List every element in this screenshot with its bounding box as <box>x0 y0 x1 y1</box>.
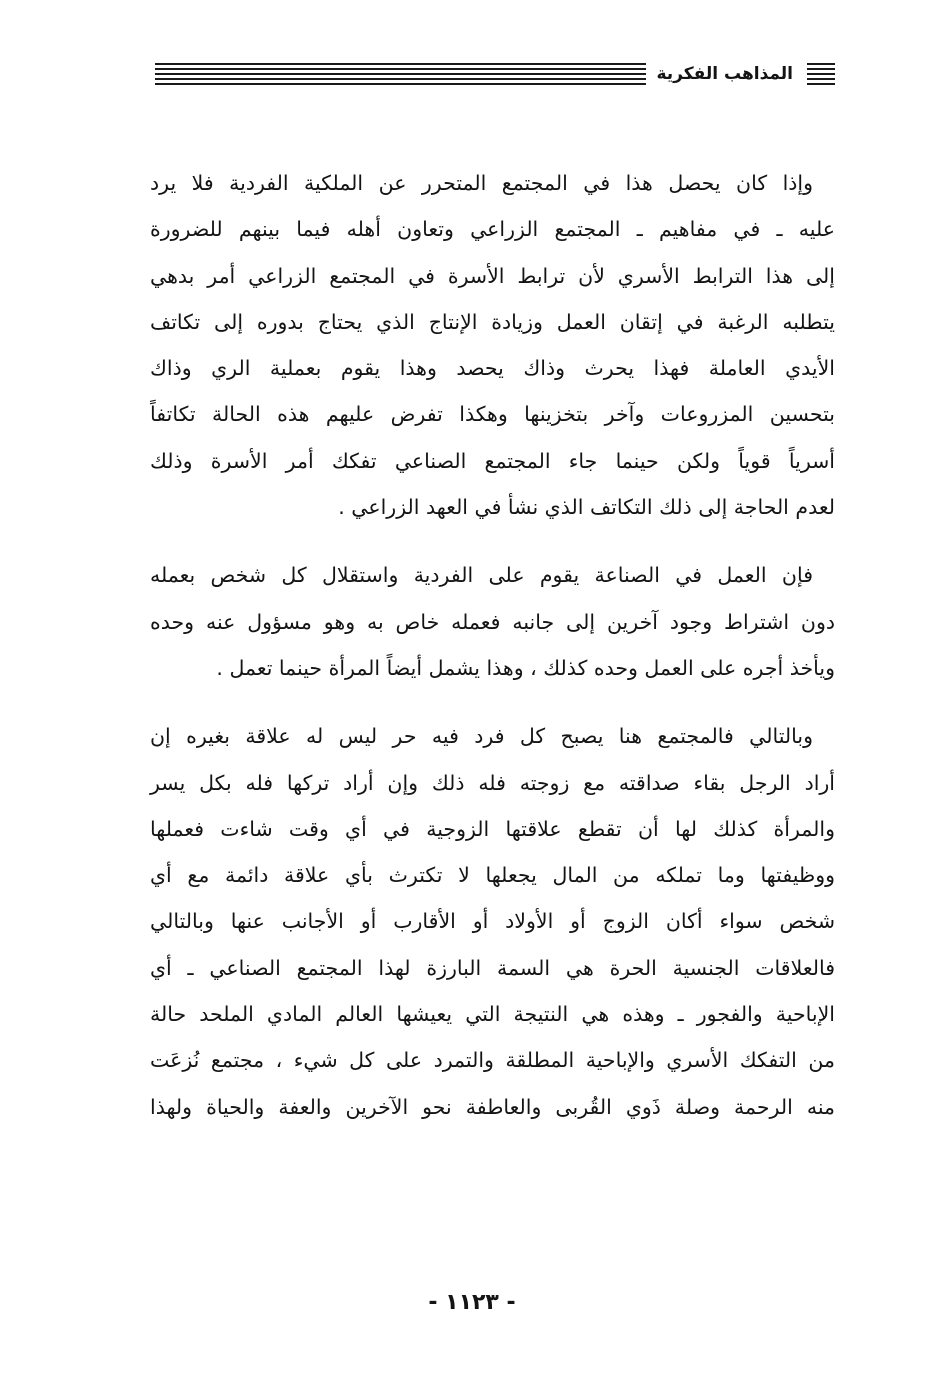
text-line: فإن العمل في الصناعة يقوم على الفردية واستقلال كل شخص بعمله <box>150 563 813 588</box>
text-line: دون اشتراط وجود آخرين إلى جانبه فعمله خاص به وهو مسؤول عنه وحده <box>150 609 835 634</box>
page-number: - ١١٢٣ - <box>428 1290 516 1315</box>
header-ornament <box>807 63 835 85</box>
text-line: ويأخذ أجره على العمل وحده كذلك ، وهذا يشمل أيضاً المرأة حينما تعمل . <box>216 655 835 680</box>
paragraph-2 <box>150 552 835 691</box>
header-rule-lines <box>155 63 646 85</box>
text-line: وبالتالي فالمجتمع هنا يصبح كل فرد فيه حر ليس له علاقة بغيره إن <box>150 724 813 749</box>
text-line: لعدم الحاجة إلى ذلك التكاتف الذي نشأ في العهد الزراعي . <box>338 495 835 520</box>
text-line: أراد الرجل بقاء صداقته مع زوجته فله ذلك وإن أراد تركها فله بكل يسر <box>150 770 835 795</box>
paragraph-3 <box>150 713 835 1130</box>
text-line: الإباحية والفجور ـ وهذه هي النتيجة التي يعيشها العالم المادي الملحد حالة <box>150 1002 835 1027</box>
header-title: المذاهب الفكرية <box>656 63 793 84</box>
paragraph-1 <box>150 160 835 530</box>
text-line: منه الرحمة وصلة ذَوي القُربى والعاطفة نحو الآخرين والعفة والحياة ولهذا <box>150 1094 835 1119</box>
text-line: ووظيفتها وما تملكه من المال يجعلها لا تكترث بأي علاقة دائمة مع أي <box>150 863 835 888</box>
text-line: شخص سواء أكان الزوج أو الأولاد أو الأقارب أو الأجانب عنها وبالتالي <box>150 909 835 934</box>
text-line: بتحسين المزروعات وآخر بتخزينها وهكذا تفرض عليهم هذه الحالة تكاتفاً <box>150 402 835 427</box>
text-line: من التفكك الأسري والإباحية المطلقة والتمرد على كل شيء ، مجتمع نُزعَت <box>150 1048 835 1073</box>
running-header <box>155 58 835 90</box>
text-line: إلى هذا الترابط الأسري لأن ترابط الأسرة في المجتمع الزراعي أمر بدهي <box>150 263 835 288</box>
text-line: أسرياً قوياً ولكن حينما جاء المجتمع الصناعي تفكك أمر الأسرة وذلك <box>150 448 835 473</box>
text-body <box>150 160 835 1152</box>
text-line: الأيدي العاملة فهذا يحرث وذاك يحصد وهذا يقوم بعملية الري وذاك <box>150 356 835 381</box>
text-line: عليه ـ في مفاهيم ـ المجتمع الزراعي وتعاون أهله فيما بينهم للضرورة <box>150 217 835 242</box>
text-line: يتطلبه الرغبة في إتقان العمل وزيادة الإنتاج الذي يحتاج بدوره إلى تكاتف <box>150 309 835 334</box>
text-line: فالعلاقات الجنسية الحرة هي السمة البارزة لهذا المجتمع الصناعي ـ أي <box>150 955 835 980</box>
text-line: والمرأة كذلك لها أن تقطع علاقتها الزوجية في أي وقت شاءت فعملها <box>150 816 835 841</box>
text-line: وإذا كان يحصل هذا في المجتمع المتحرر عن الملكية الفردية فلا يرد <box>150 171 813 195</box>
